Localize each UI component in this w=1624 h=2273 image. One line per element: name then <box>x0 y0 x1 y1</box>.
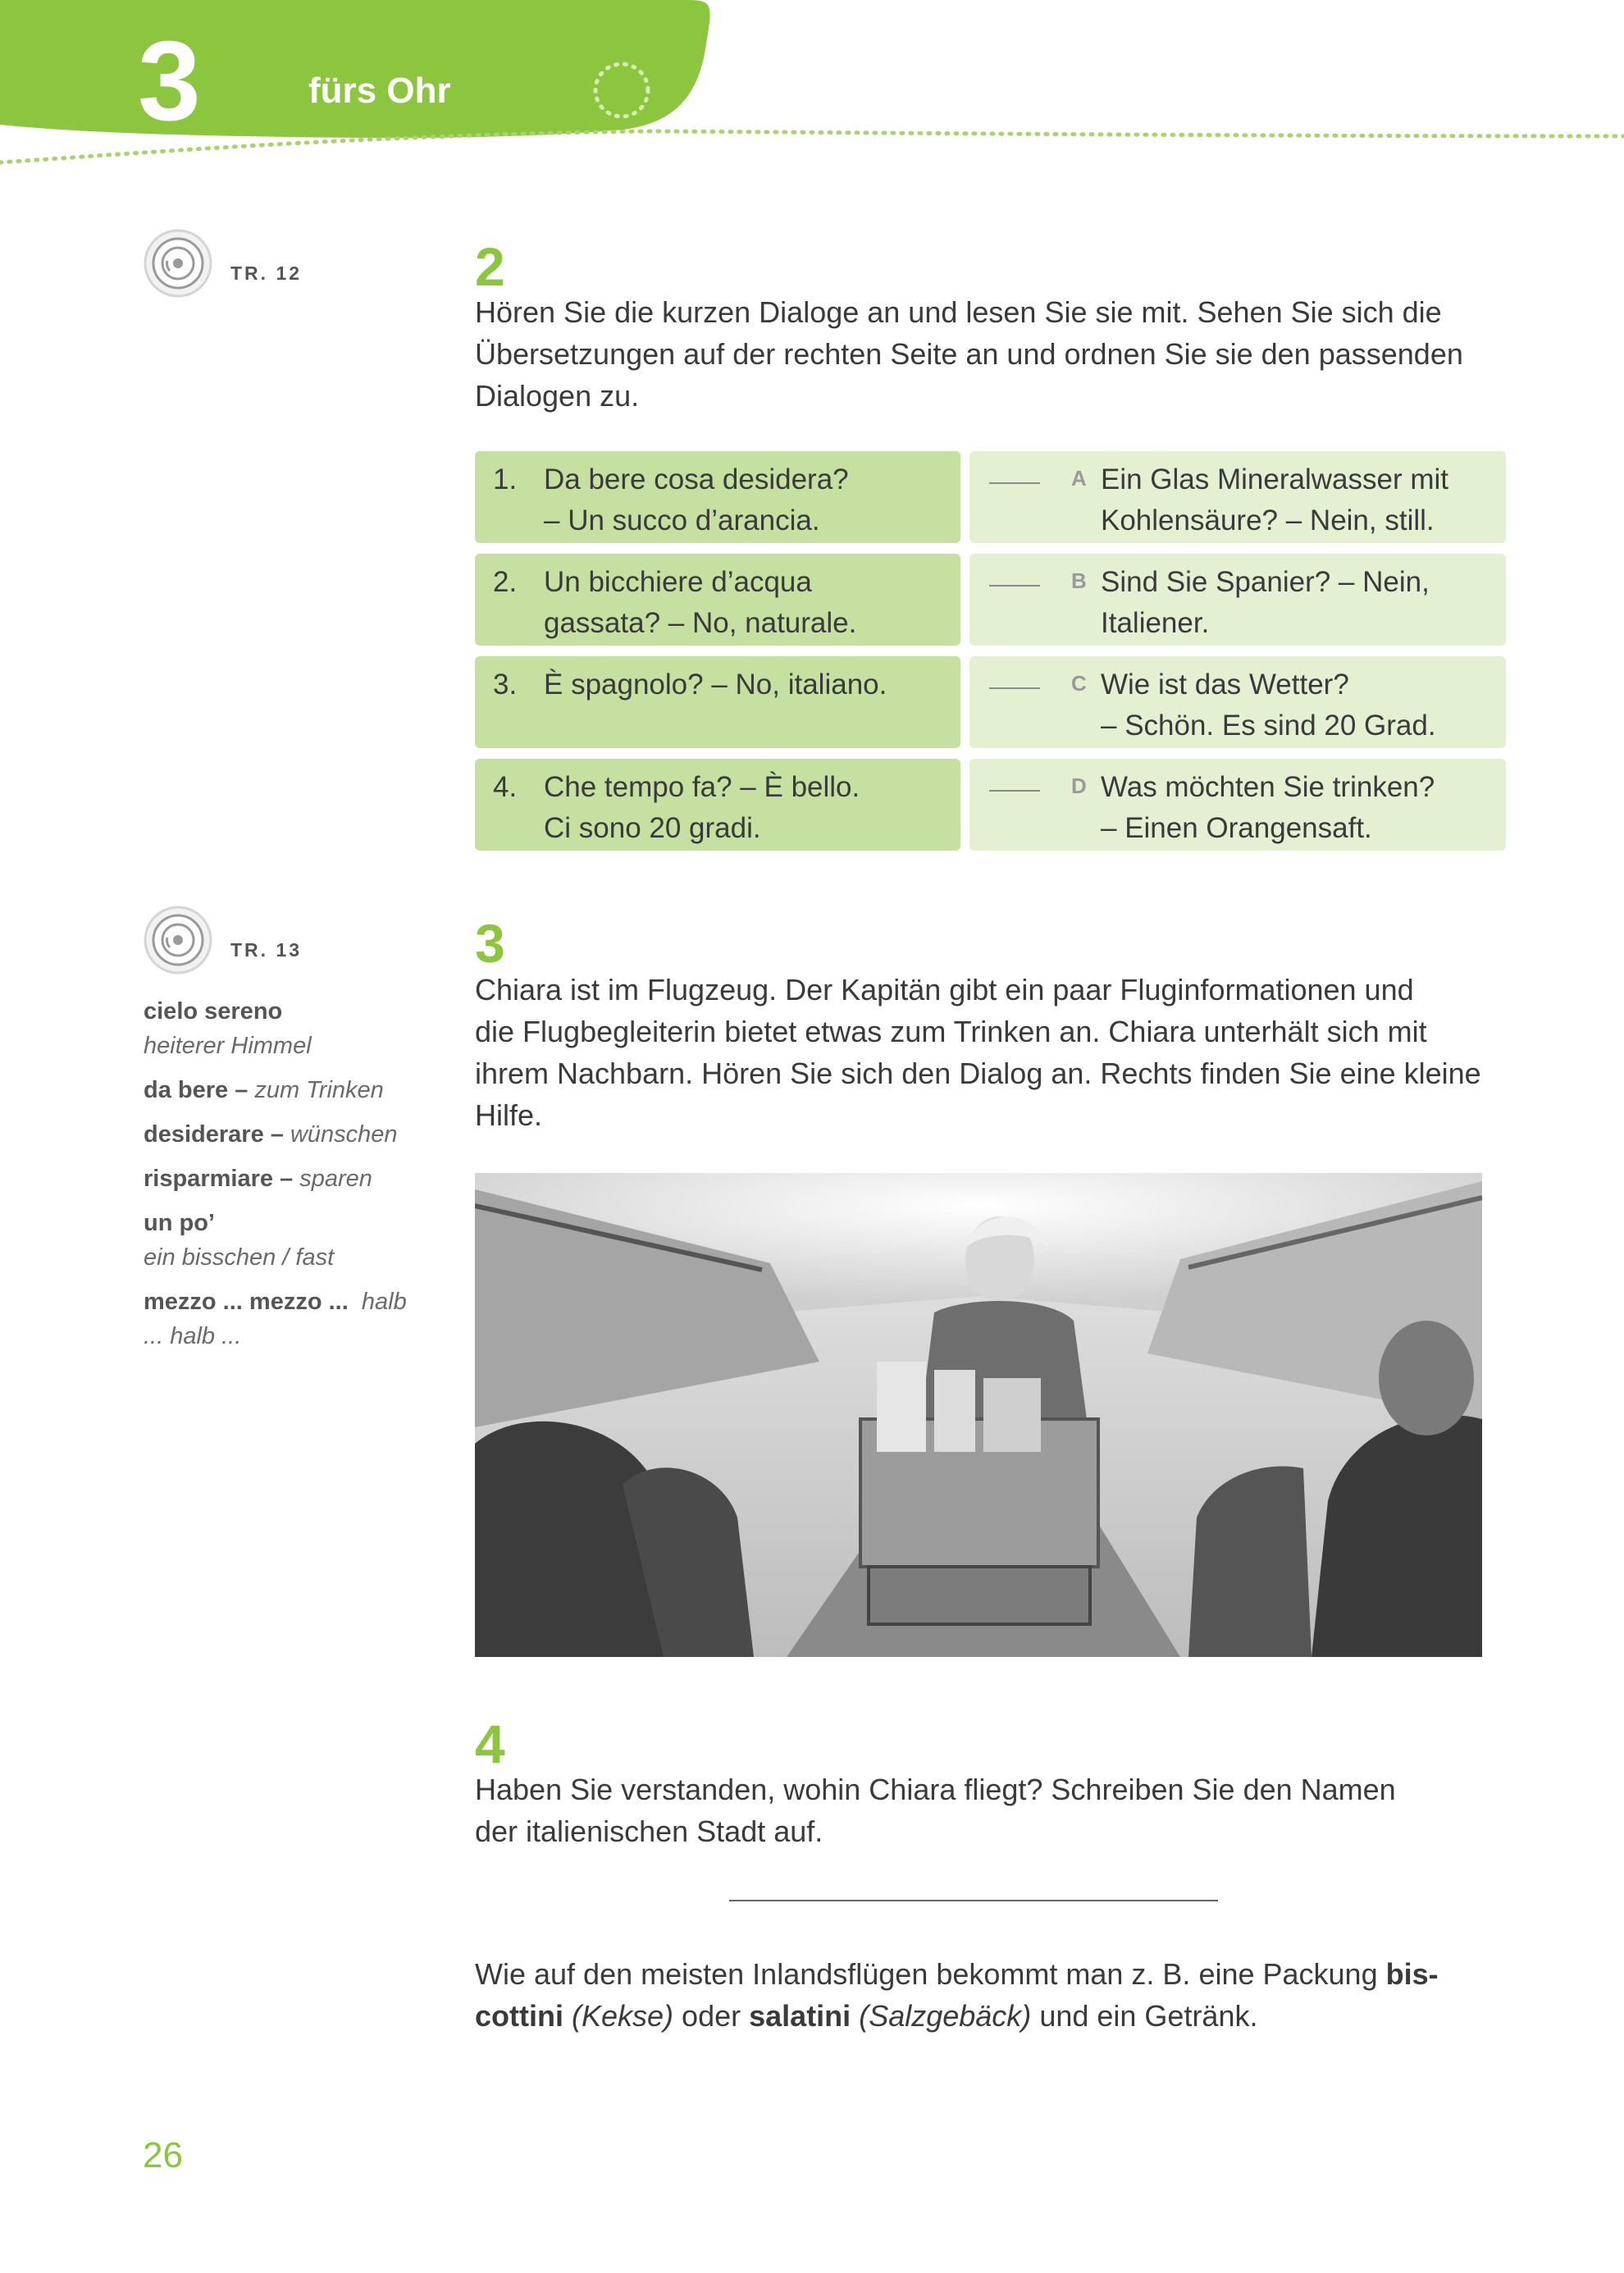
exercise-4-text: Haben Sie verstanden, wohin Chiara fliegt? Schreiben Sie den Namen der italienischen Stadt auf. <box>475 1773 1396 1848</box>
vocab-entry: da bere – zum Trinken <box>144 1077 384 1103</box>
translation-c: C Wie ist das Wetter? – Schön. Es sind 20 Grad. <box>969 656 1506 748</box>
dialogue-4: 4. Che tempo fa? – È bello. Ci sono 20 gradi. <box>475 759 960 851</box>
cd-icon[interactable] <box>143 228 213 299</box>
exercise-3-text: Chiara ist im Flugzeug. Der Kapitän gibt ein paar Fluginformationen und die Flugbegleiterin bietet etwas zum Trinken an. Chiara unterhält sich mit ihrem Nachbarn. Hören Sie sich den Dialog an. Rechts finden Sie eine kleine Hilfe. <box>475 973 1481 1132</box>
vocab-entry: desiderare – wünschen <box>144 1121 398 1148</box>
answer-blank[interactable] <box>989 482 1040 484</box>
answer-line[interactable] <box>729 1900 1218 1901</box>
cd-icon[interactable] <box>143 905 213 975</box>
dialogue-3: 3. È spagnolo? – No, italiano. <box>475 656 960 748</box>
vocab-entry: un po’ ein bisschen / fast <box>144 1210 335 1271</box>
answer-blank[interactable] <box>989 790 1040 792</box>
translation-b: B Sind Sie Spanier? – Nein, Italiener. <box>969 554 1506 646</box>
exercise-3-number: 3 <box>475 913 505 974</box>
answer-blank[interactable] <box>989 585 1040 587</box>
dialogue-1: 1. Da bere cosa desidera? – Un succo d’arancia. <box>475 451 960 543</box>
translation-d: D Was möchten Sie trinken? – Einen Orangensaft. <box>969 759 1506 851</box>
page-number: 26 <box>143 2135 183 2175</box>
exercise-2-number: 2 <box>475 236 505 297</box>
answer-blank[interactable] <box>989 687 1040 689</box>
vocab-entry: risparmiare – sparen <box>144 1166 372 1192</box>
vocab-entry: mezzo ... mezzo ... halb ... halb ... <box>144 1289 407 1349</box>
track-label-13: TR. 13 <box>230 939 303 961</box>
exercise-2-instruction: Hören Sie die kurzen Dialoge an und lesen Sie sie mit. Sehen Sie sich die Übersetzungen auf der rechten Seite an und ordnen Sie sie den passenden Dialogen zu. <box>475 295 1463 413</box>
vocabulary-list <box>144 994 431 1363</box>
vocab-entry: cielo sereno heiterer Himmel <box>144 998 312 1059</box>
dialogue-2: 2. Un bicchiere d’acqua gassata? – No, naturale. <box>475 554 960 646</box>
chapter-number: 3 <box>138 18 201 144</box>
chapter-title: fürs Ohr <box>308 71 451 111</box>
exercise-4-number: 4 <box>475 1714 505 1774</box>
track-label-12: TR. 12 <box>230 262 303 284</box>
airplane-cabin-photo <box>475 1173 1482 1657</box>
header-banner <box>0 0 1624 172</box>
translation-a: A Ein Glas Mineralwasser mit Kohlensäure? – Nein, still. <box>969 451 1506 543</box>
info-note: Wie auf den meisten Inlandsflügen bekommt man z. B. eine Packung bis- cottini (Kekse) oder salatini (Salzgebäck) und ein Getränk. <box>475 1957 1439 2033</box>
